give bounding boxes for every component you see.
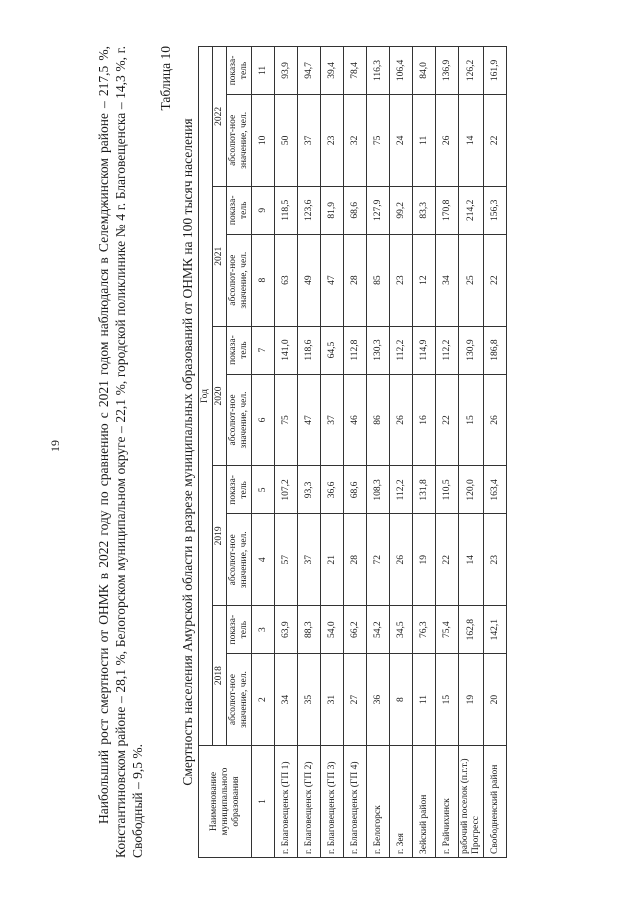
- absolute-value-cell: 24: [390, 94, 413, 186]
- absolute-value-cell: 15: [436, 654, 459, 746]
- header-year: 2021: [213, 186, 227, 326]
- absolute-value-cell: 14: [459, 514, 484, 606]
- indicator-value-cell: 54,0: [321, 606, 344, 654]
- header-absolute: абсолют-ное значение, чел.: [227, 374, 252, 466]
- absolute-value-cell: 14: [459, 94, 484, 186]
- table-row: [298, 47, 321, 858]
- header-indicator: показа-тель: [227, 326, 252, 374]
- indicator-value-cell: 126,2: [459, 47, 484, 95]
- absolute-value-cell: 75: [367, 94, 390, 186]
- indicator-value-cell: 118,6: [298, 326, 321, 374]
- indicator-value-cell: 112,2: [436, 326, 459, 374]
- indicator-value-cell: 170,8: [436, 186, 459, 234]
- absolute-value-cell: 16: [413, 374, 436, 466]
- municipality-name: г. Зея: [390, 746, 413, 858]
- absolute-value-cell: 46: [344, 374, 367, 466]
- indicator-value-cell: 76,3: [413, 606, 436, 654]
- absolute-value-cell: 49: [298, 234, 321, 326]
- absolute-value-cell: 37: [298, 94, 321, 186]
- header-row-measures: [227, 47, 252, 858]
- absolute-value-cell: 12: [413, 234, 436, 326]
- absolute-value-cell: 11: [413, 94, 436, 186]
- table-row: [321, 47, 344, 858]
- page-number: 19: [48, 440, 62, 452]
- header-indicator: показа-тель: [227, 47, 252, 95]
- absolute-value-cell: 86: [367, 374, 390, 466]
- header-indicator: показа-тель: [227, 466, 252, 514]
- column-number: 2: [252, 654, 275, 746]
- mortality-table: [198, 46, 507, 858]
- absolute-value-cell: 22: [484, 94, 507, 186]
- header-name: Наименование муниципального образования: [199, 746, 252, 858]
- column-number: 7: [252, 326, 275, 374]
- absolute-value-cell: 85: [367, 234, 390, 326]
- absolute-value-cell: 28: [344, 234, 367, 326]
- table-row: [344, 47, 367, 858]
- absolute-value-cell: 34: [275, 654, 298, 746]
- header-absolute: абсолют-ное значение, чел.: [227, 654, 252, 746]
- header-year: 2019: [213, 466, 227, 606]
- indicator-value-cell: 64,5: [321, 326, 344, 374]
- indicator-value-cell: 81,9: [321, 186, 344, 234]
- absolute-value-cell: 35: [298, 654, 321, 746]
- indicator-value-cell: 130,9: [459, 326, 484, 374]
- absolute-value-cell: 57: [275, 514, 298, 606]
- body-paragraph: Наибольший рост смертности от ОНМК в 2022 году по сравнению с 2021 годом наблюдался в Селемджинском районе – 217,5 %, Константиновском районе – 28,1 %, Белогорском муниципальном округе – 22,1 %, городской поликлинике № 4 г. Благовещенска – 14,3 %, г. Свободный – 9,5 %.: [96, 46, 145, 858]
- indicator-value-cell: 68,6: [344, 186, 367, 234]
- indicator-value-cell: 108,3: [367, 466, 390, 514]
- indicator-value-cell: 83,3: [413, 186, 436, 234]
- column-number: 10: [252, 94, 275, 186]
- municipality-name: г. Благовещенск (ГП 4): [344, 746, 367, 858]
- absolute-value-cell: 19: [413, 514, 436, 606]
- table-row: [436, 47, 459, 858]
- absolute-value-cell: 26: [436, 94, 459, 186]
- column-number: 8: [252, 234, 275, 326]
- absolute-value-cell: 47: [321, 234, 344, 326]
- column-number: 6: [252, 374, 275, 466]
- indicator-value-cell: 78,4: [344, 47, 367, 95]
- indicator-value-cell: 75,4: [436, 606, 459, 654]
- indicator-value-cell: 34,5: [390, 606, 413, 654]
- column-number: 9: [252, 186, 275, 234]
- absolute-value-cell: 22: [484, 234, 507, 326]
- header-year-group: Год: [199, 47, 213, 746]
- column-number-row: [252, 47, 275, 858]
- header-year: 2020: [213, 326, 227, 466]
- table-row: [484, 47, 507, 858]
- header-absolute: абсолют-ное значение, чел.: [227, 514, 252, 606]
- indicator-value-cell: 161,9: [484, 47, 507, 95]
- indicator-value-cell: 63,9: [275, 606, 298, 654]
- header-indicator: показа-тель: [227, 606, 252, 654]
- indicator-value-cell: 127,9: [367, 186, 390, 234]
- column-number: 1: [252, 746, 275, 858]
- header-year: 2018: [213, 606, 227, 746]
- indicator-value-cell: 106,4: [390, 47, 413, 95]
- column-number: 11: [252, 47, 275, 95]
- indicator-value-cell: 88,3: [298, 606, 321, 654]
- header-row-group: [199, 47, 213, 858]
- absolute-value-cell: 26: [390, 514, 413, 606]
- municipality-name: г. Благовещенск (ГП 3): [321, 746, 344, 858]
- absolute-value-cell: 27: [344, 654, 367, 746]
- absolute-value-cell: 63: [275, 234, 298, 326]
- header-absolute: абсолют-ное значение, чел.: [227, 94, 252, 186]
- absolute-value-cell: 20: [484, 654, 507, 746]
- header-row-years: [213, 47, 227, 858]
- absolute-value-cell: 15: [459, 374, 484, 466]
- indicator-value-cell: 156,3: [484, 186, 507, 234]
- indicator-value-cell: 93,3: [298, 466, 321, 514]
- absolute-value-cell: 37: [321, 374, 344, 466]
- column-number: 3: [252, 606, 275, 654]
- absolute-value-cell: 31: [321, 654, 344, 746]
- indicator-value-cell: 84,0: [413, 47, 436, 95]
- indicator-value-cell: 112,8: [344, 326, 367, 374]
- absolute-value-cell: 47: [298, 374, 321, 466]
- table-row: [367, 47, 390, 858]
- absolute-value-cell: 22: [436, 374, 459, 466]
- absolute-value-cell: 22: [436, 514, 459, 606]
- absolute-value-cell: 50: [275, 94, 298, 186]
- indicator-value-cell: 39,4: [321, 47, 344, 95]
- indicator-value-cell: 136,9: [436, 47, 459, 95]
- municipality-name: г. Благовещенск (ГП 1): [275, 746, 298, 858]
- indicator-value-cell: 142,1: [484, 606, 507, 654]
- absolute-value-cell: 26: [484, 374, 507, 466]
- indicator-value-cell: 112,2: [390, 466, 413, 514]
- indicator-value-cell: 54,2: [367, 606, 390, 654]
- indicator-value-cell: 116,3: [367, 47, 390, 95]
- indicator-value-cell: 162,8: [459, 606, 484, 654]
- absolute-value-cell: 28: [344, 514, 367, 606]
- indicator-value-cell: 114,9: [413, 326, 436, 374]
- table-data-rows: [275, 47, 507, 858]
- absolute-value-cell: 25: [459, 234, 484, 326]
- document-body: [95, 46, 507, 858]
- absolute-value-cell: 23: [484, 514, 507, 606]
- indicator-value-cell: 110,5: [436, 466, 459, 514]
- header-absolute: абсолют-ное значение, чел.: [227, 234, 252, 326]
- indicator-value-cell: 186,8: [484, 326, 507, 374]
- indicator-value-cell: 131,8: [413, 466, 436, 514]
- table-row: [390, 47, 413, 858]
- municipality-name: г. Райчихинск: [436, 746, 459, 858]
- municipality-name: г. Благовещенск (ГП 2): [298, 746, 321, 858]
- table-row: [459, 47, 484, 858]
- absolute-value-cell: 23: [321, 94, 344, 186]
- indicator-value-cell: 94,7: [298, 47, 321, 95]
- table-row: [413, 47, 436, 858]
- indicator-value-cell: 99,2: [390, 186, 413, 234]
- absolute-value-cell: 19: [459, 654, 484, 746]
- column-number: 5: [252, 466, 275, 514]
- absolute-value-cell: 75: [275, 374, 298, 466]
- absolute-value-cell: 23: [390, 234, 413, 326]
- indicator-value-cell: 107,2: [275, 466, 298, 514]
- table-row: [275, 47, 298, 858]
- column-number: 4: [252, 514, 275, 606]
- absolute-value-cell: 37: [298, 514, 321, 606]
- absolute-value-cell: 26: [390, 374, 413, 466]
- table-number: Таблица 10: [158, 46, 173, 111]
- indicator-value-cell: 214,2: [459, 186, 484, 234]
- absolute-value-cell: 11: [413, 654, 436, 746]
- header-year: 2022: [213, 47, 227, 187]
- indicator-value-cell: 141,0: [275, 326, 298, 374]
- header-indicator: показа-тель: [227, 186, 252, 234]
- municipality-name: г. Белогорск: [367, 746, 390, 858]
- indicator-value-cell: 118,5: [275, 186, 298, 234]
- municipality-name: рабочий поселок (п.г.т.) Прогресс: [459, 746, 484, 858]
- absolute-value-cell: 8: [390, 654, 413, 746]
- indicator-value-cell: 130,3: [367, 326, 390, 374]
- municipality-name: Зейский район: [413, 746, 436, 858]
- municipality-name: Свободненский район: [484, 746, 507, 858]
- indicator-value-cell: 163,4: [484, 466, 507, 514]
- absolute-value-cell: 21: [321, 514, 344, 606]
- indicator-value-cell: 66,2: [344, 606, 367, 654]
- indicator-value-cell: 36,6: [321, 466, 344, 514]
- absolute-value-cell: 72: [367, 514, 390, 606]
- absolute-value-cell: 32: [344, 94, 367, 186]
- indicator-value-cell: 93,9: [275, 47, 298, 95]
- indicator-value-cell: 112,2: [390, 326, 413, 374]
- indicator-value-cell: 123,6: [298, 186, 321, 234]
- indicator-value-cell: 120,0: [459, 466, 484, 514]
- indicator-value-cell: 68,6: [344, 466, 367, 514]
- absolute-value-cell: 34: [436, 234, 459, 326]
- table-title: Смертность населения Амурской области в разрезе муниципальных образований от ОНМК на 100 тысяч населения: [180, 118, 195, 786]
- absolute-value-cell: 36: [367, 654, 390, 746]
